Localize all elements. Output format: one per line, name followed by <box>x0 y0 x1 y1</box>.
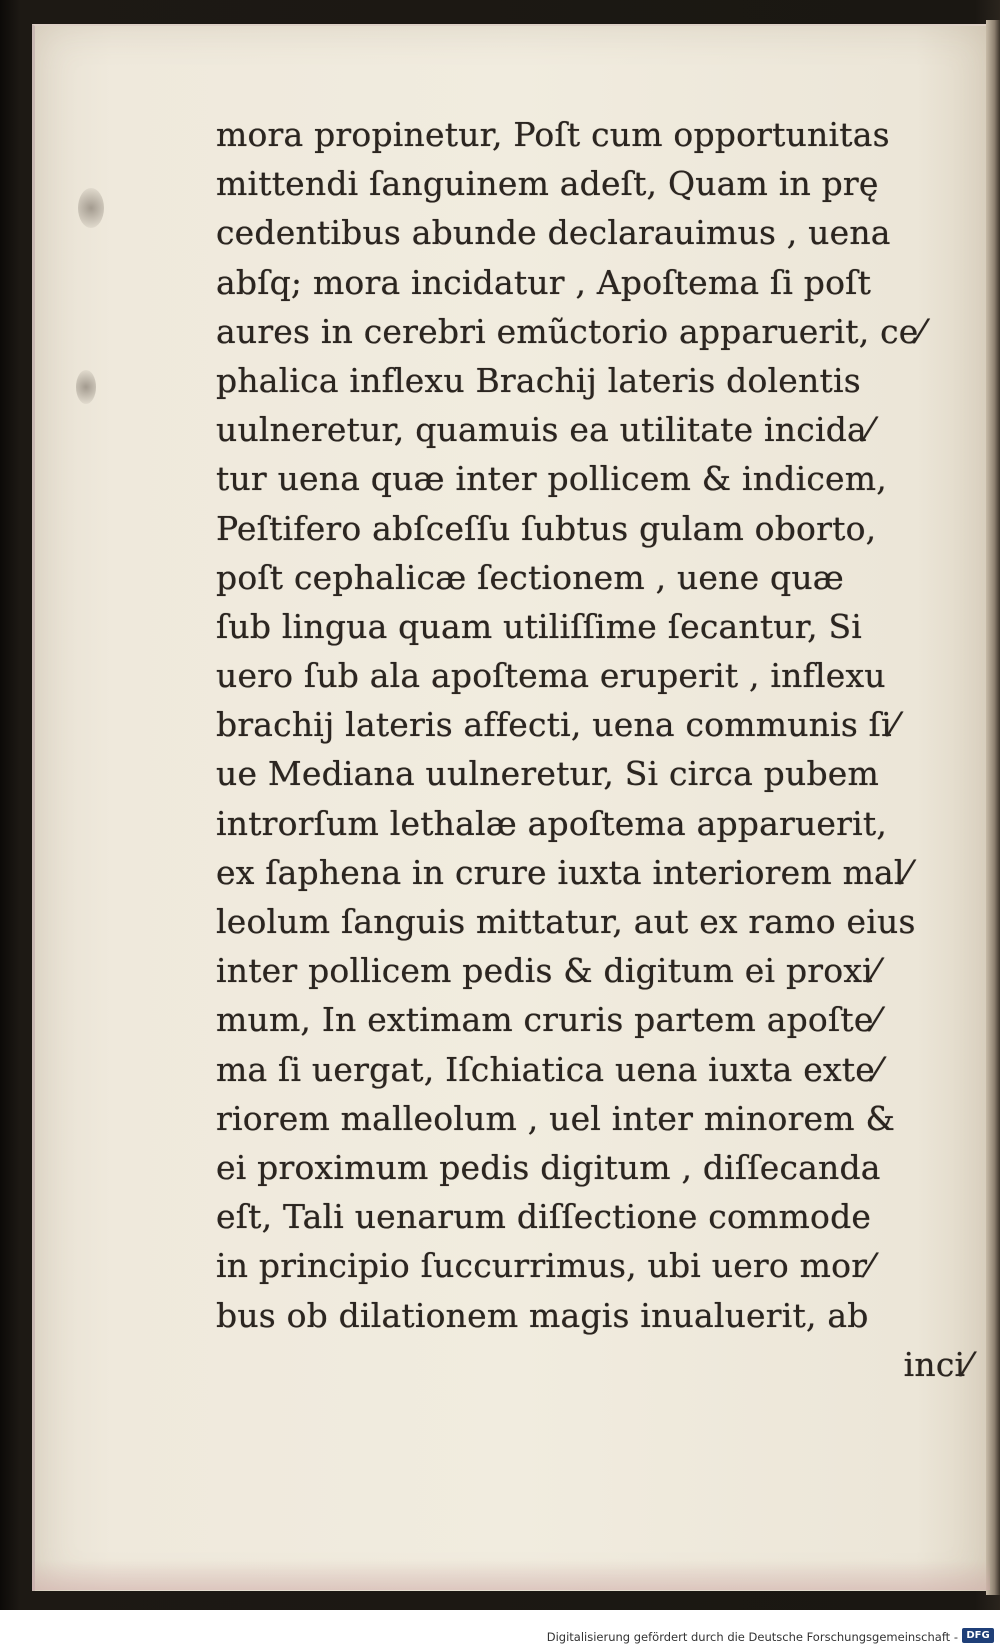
ink-blot <box>78 188 104 228</box>
text-line: uulneretur, quamuis ea utilitate incida⁄ <box>216 410 873 450</box>
text-line: abſq; mora incidatur , Apoſtema ſi poſt <box>216 262 872 302</box>
text-line: ex ſaphena in crure iuxta interiorem mal⁄ <box>216 852 911 892</box>
catchword: inci⁄ <box>903 1344 971 1384</box>
text-line: tur uena quæ inter pollicem & indicem, <box>216 459 887 499</box>
footer-bar <box>0 1610 1000 1646</box>
funding-credit: Digitalisierung gefördert durch die Deutsche Forschungsgemeinschaft - <box>546 1630 958 1644</box>
text-line: leolum ſanguis mittatur, aut ex ramo eius <box>216 902 916 941</box>
text-line: introrſum lethalæ apoſtema apparuerit, <box>216 803 888 843</box>
text-line: phalica inflexu Brachij lateris dolentis <box>216 360 861 400</box>
text-line: ſub lingua quam utiliſſime ſecantur, Si <box>216 606 863 646</box>
text-line: riorem malleolum , uel inter minorem & <box>216 1098 896 1138</box>
text-line: cedentibus abunde declarauimus , uena <box>216 213 891 253</box>
text-line: ma ſi uergat, Iſchiatica uena iuxta exte⁄ <box>216 1049 881 1089</box>
text-line: Peſtifero abſceſſu ſubtus gulam oborto, <box>216 508 877 548</box>
text-line: inter pollicem pedis & digitum ei proxi⁄ <box>216 951 879 991</box>
text-line: ue Mediana uulneretur, Si circa pubem <box>216 754 879 794</box>
text-line: mora propinetur, Poſt cum opportunitas <box>216 115 890 154</box>
text-line: in principio ſuccurrimus, ubi uero mor⁄ <box>216 1246 873 1286</box>
text-line: mittendi ſanguinem adeſt, Quam in prę <box>216 164 879 204</box>
dfg-logo: DFG <box>962 1628 994 1643</box>
text-line: bus ob dilationem magis inualuerit, ab <box>216 1295 869 1335</box>
ink-blot <box>76 370 96 404</box>
text-line: uero ſub ala apoſtema eruperit , inflexu <box>216 656 886 696</box>
text-line: eſt, Tali uenarum diſſectione commode <box>216 1197 872 1237</box>
text-line: aures in cerebri emũctorio apparuerit, ce⁄ <box>216 311 925 351</box>
body-text <box>216 110 976 1389</box>
page-stain <box>32 1560 990 1590</box>
text-line: brachij lateris affecti, uena communis ſi⁄ <box>216 705 898 745</box>
text-line: ei proximum pedis digitum , diſſecanda <box>216 1147 881 1187</box>
text-line: mum, In extimam cruris partem apoſte⁄ <box>216 1000 880 1040</box>
page-edge <box>986 20 1000 1595</box>
text-line: poſt cephalicæ ſectionem , uene quæ <box>216 557 845 597</box>
